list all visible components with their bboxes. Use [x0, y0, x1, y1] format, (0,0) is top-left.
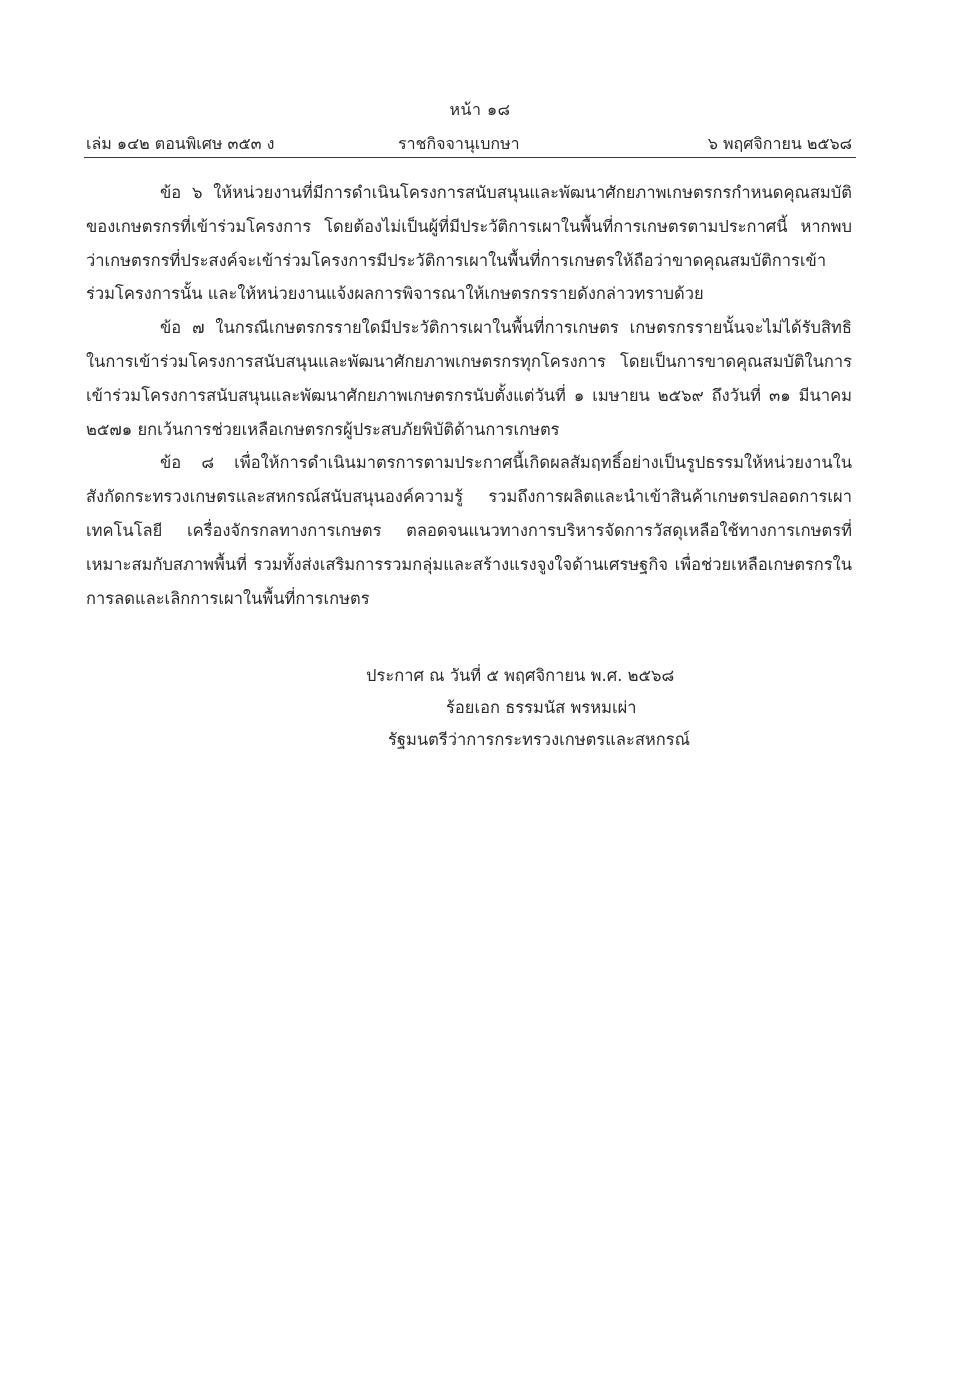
document-body: [86, 176, 852, 615]
page-number: หน้า ๑๘: [449, 100, 511, 119]
clause-8: ข้อ ๘ เพื่อให้การดำเนินมาตรการตามประกาศนี้เกิดผลสัมฤทธิ์อย่างเป็นรูปธรรมให้หน่วยงานในสังกัดกระทรวงเกษตรและสหกรณ์สนับสนุนองค์ความรู้ รวมถึงการผลิตและนำเข้าสินค้าเกษตรปลอดการเผา เทคโนโลยี เครื่องจักรกลทางการเกษตร ตลอดจนแนวทางการบริหารจัดการวัสดุเหลือใช้ทางการเกษตรที่เหมาะสมกับสภาพพื้นที่ รวมทั้งส่งเสริมการรวมกลุ่มและสร้างแรงจูงใจด้านเศรษฐกิจ เพื่อช่วยเหลือเกษตรกรในการลดและเลิกการเผาในพื้นที่การเกษตร: [86, 453, 852, 608]
announcement-date: ประกาศ ณ วันที่ ๕ พฤศจิกายน พ.ศ. ๒๕๖๘: [366, 666, 675, 685]
signer-name: ร้อยเอก ธรรมนัส พรหมเผ่า: [446, 698, 637, 717]
gazette-header: [86, 132, 852, 156]
volume-issue: เล่ม ๑๔๒ ตอนพิเศษ ๓๕๓ ง: [86, 134, 275, 153]
header-divider: [84, 157, 856, 158]
publication-date: ๖ พฤศจิกายน ๒๕๖๘: [707, 134, 852, 153]
publication-name: ราชกิจจานุเบกษา: [398, 134, 520, 153]
signature-block: [366, 660, 766, 756]
clause-7: ข้อ ๗ ในกรณีเกษตรกรรายใดมีประวัติการเผาในพื้นที่การเกษตร เกษตรกรรายนั้นจะไม่ได้รับสิทธิในการเข้าร่วมโครงการสนับสนุนและพัฒนาศักยภาพเกษตรกรทุกโครงการ โดยเป็นการขาดคุณสมบัติในการเข้าร่วมโครงการสนับสนุนและพัฒนาศักยภาพเกษตรกรนับตั้งแต่วันที่ ๑ เมษายน ๒๕๖๙ ถึงวันที่ ๓๑ มีนาคม ๒๕๗๑ ยกเว้นการช่วยเหลือเกษตรกรผู้ประสบภัยพิบัติด้านการเกษตร: [86, 318, 852, 439]
clause-6: ข้อ ๖ ให้หน่วยงานที่มีการดำเนินโครงการสนับสนุนและพัฒนาศักยภาพเกษตรกรกำหนดคุณสมบัติของเกษตรกรที่เข้าร่วมโครงการ โดยต้องไม่เป็นผู้ที่มีประวัติการเผาในพื้นที่การเกษตรตามประกาศนี้ หากพบว่าเกษตรกรที่ประสงค์จะเข้าร่วมโครงการมีประวัติการเผาในพื้นที่การเกษตรให้ถือว่าขาดคุณสมบัติการเข้าร่วมโครงการนั้น และให้หน่วยงานแจ้งผลการพิจารณาให้เกษตรกรรายดังกล่าวทราบด้วย: [86, 183, 852, 304]
signer-position: รัฐมนตรีว่าการกระทรวงเกษตรและสหกรณ์: [388, 730, 690, 749]
